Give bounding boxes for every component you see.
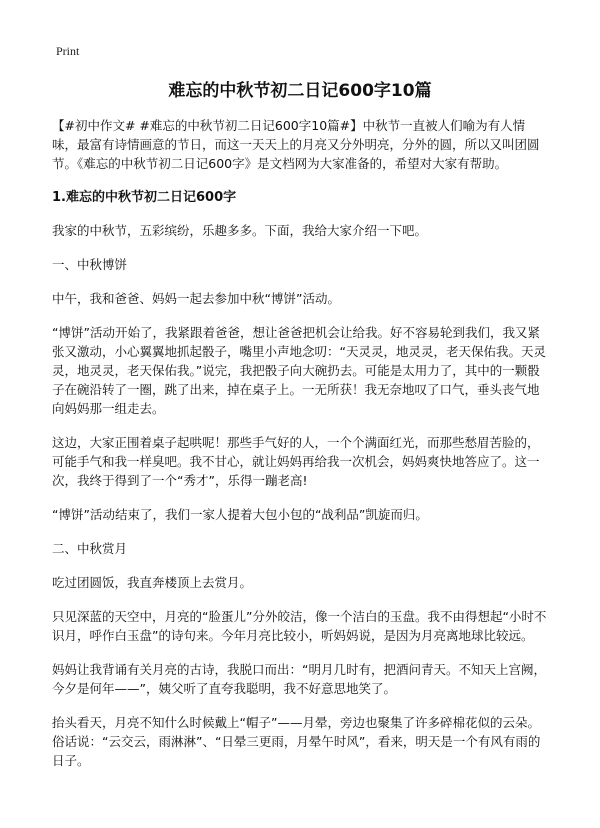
paragraph: 吃过团圆饭，我直奔楼顶上去赏月。 [52, 575, 253, 590]
paragraph: 中午，我和爸爸、妈妈一起去参加中秋“博饼”活动。 [52, 291, 340, 306]
paragraph: “博饼”活动结束了，我们一家人提着大包小包的“战利品”凯旋而归。 [52, 507, 428, 522]
paragraph: “博饼”活动开始了，我紧跟着爸爸，想让爸爸把机会让给我。好不容易轮到我们，我又紧张又激动，小心翼翼地抓起骰子，嘴里小声地念叨：“天灵灵，地灵灵，老天保佑我。天灵灵，地灵灵，老天保佑我。”说完，我把骰子向大碗扔去。可能是太用力了，其中的一颗骰子在碗沿转了一圈，跳了出来，掉在桌子上。一无所获！我无奈地叹了口气，垂头丧气地向妈妈那一组走去。 [52, 325, 546, 416]
print-link[interactable]: Print [56, 44, 80, 58]
section-heading: 1.难忘的中秋节初二日记600字 [52, 190, 237, 205]
subheading-mooncake-game: 一、中秋博饼 [52, 257, 128, 272]
paragraph: 妈妈让我背诵有关月亮的古诗，我脱口而出：“明月几时有，把酒问青天。不知天上宫阙，今夕是何年——”，姨父听了直夸我聪明，我不好意思地笑了。 [52, 662, 546, 696]
paragraph: 我家的中秋节，五彩缤纷，乐趣多多。下面，我给大家介绍一下吧。 [52, 223, 428, 238]
page-title: 难忘的中秋节初二日记600字10篇 [168, 81, 432, 101]
paragraph: 这边，大家正围着桌子起哄呢！那些手气好的人，一个个满面红光，而那些愁眉苦脸的，可能手气和我一样臭吧。我不甘心，就让妈妈再给我一次机会，妈妈爽快地答应了。这一次，我终于得到了一个“秀才”，乐得一蹦老高! [52, 435, 540, 488]
subheading-moon-viewing: 二、中秋赏月 [52, 541, 128, 556]
paragraph: 抬头看天，月亮不知什么时候戴上“帽子”——月晕，旁边也聚集了许多碎棉花似的云朵。俗话说：“云交云，雨淋淋”、“日晕三更雨，月晕午时风”，看来，明天是一个有风有雨的日子。 [52, 715, 541, 768]
intro-paragraph: 【#初中作文# #难忘的中秋节初二日记600字10篇#】中秋节一直被人们喻为有人情味，最富有诗情画意的节日，而这一天天上的月亮又分外明亮，分外的圆，所以又叫团圆节。《难忘的中秋节初二日记600字》是文档网为大家准备的，希望对大家有帮助。 [52, 118, 540, 171]
paragraph: 只见深蓝的天空中，月亮的“脸蛋儿”分外皎洁，像一个洁白的玉盘。我不由得想起“小时不识月，呼作白玉盘”的诗句来。今年月亮比较小，听妈妈说，是因为月亮离地球比较远。 [52, 609, 547, 643]
